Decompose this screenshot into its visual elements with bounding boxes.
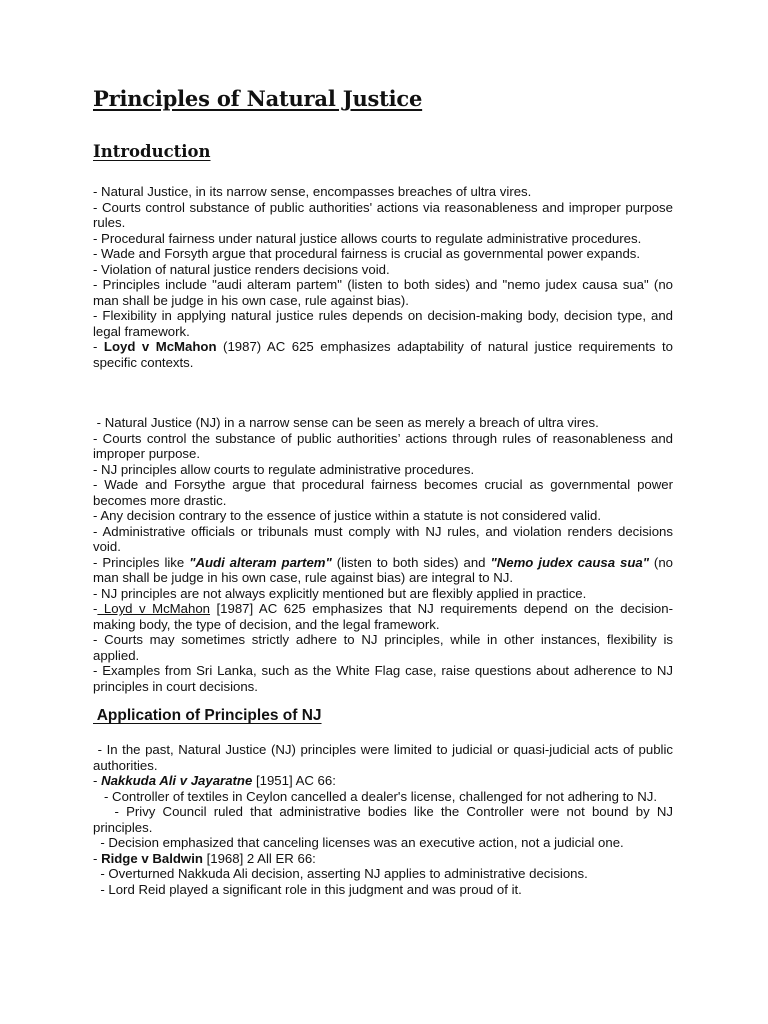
case-point: - Decision emphasized that canceling licenses was an executive action, not a judicial one. bbox=[93, 835, 624, 850]
case-heading bbox=[93, 851, 673, 867]
text-run: (no man shall be judge in his own case, rule against bias) are integral to NJ. bbox=[93, 554, 677, 585]
summary-point-loyd bbox=[93, 339, 677, 370]
detail-point: - NJ principles are not always explicitly mentioned but are flexibly applied in practice. bbox=[93, 585, 587, 601]
application-intro: - In the past, Natural Justice (NJ) principles were limited to judicial or quasi-judicial acts of public authorities. bbox=[93, 742, 677, 773]
case-name: Loyd v McMahon bbox=[97, 601, 210, 616]
case-citation: [1968] 2 All ER 66: bbox=[202, 850, 316, 866]
detail-point: - Courts control the substance of public authorities’ actions through rules of reasonableness and improper purpose. bbox=[93, 430, 677, 461]
summary-point: - Natural Justice, in its narrow sense, encompasses breaches of ultra vires. bbox=[93, 184, 532, 199]
intro-heading: Introduction bbox=[93, 142, 211, 161]
text-run: - bbox=[93, 773, 102, 788]
case-name: Loyd v McMahon bbox=[103, 339, 217, 354]
detail-point: - Wade and Forsythe argue that procedural fairness becomes crucial as governmental power becomes more drastic. bbox=[93, 477, 677, 508]
text-run: - bbox=[93, 601, 98, 616]
detail-point: - Administrative officials or tribunals must comply with NJ rules, and violation renders decisions void. bbox=[93, 523, 677, 554]
latin-maxim: "Nemo judex causa sua" bbox=[490, 554, 649, 570]
application-section bbox=[93, 742, 677, 897]
text-run: (1987) AC 625 emphasizes adaptability of natural justice requirements to specific contexts. bbox=[93, 339, 677, 370]
case-point: - Overturned Nakkuda Ali decision, asserting NJ applies to administrative decisions. bbox=[93, 866, 588, 881]
case-point: - Controller of textiles in Ceylon cancelled a dealer's license, challenged for not adhering to NJ. bbox=[93, 788, 658, 804]
summary-point: - Flexibility in applying natural justice rules depends on decision-making body, decision type, and legal framework. bbox=[93, 308, 677, 339]
text-run: [1987] AC 625 emphasizes that NJ requirements depend on the decision-making body, the type of decision, and the legal framework. bbox=[93, 601, 673, 632]
case-name: Ridge v Baldwin bbox=[101, 850, 203, 866]
summary-point: - Wade and Forsyth argue that procedural fairness is crucial as governmental power expands. bbox=[93, 246, 641, 261]
case-name: Nakkuda Ali v Jayaratne bbox=[101, 773, 253, 788]
text-run: - bbox=[93, 339, 104, 354]
detail-point-principles bbox=[93, 554, 677, 586]
detail-point-loyd bbox=[93, 601, 673, 632]
text-run: - Principles like bbox=[93, 554, 190, 570]
application-heading: Application of Principles of NJ bbox=[93, 707, 322, 724]
case-point: - Lord Reid played a significant role in this judgment and was proud of it. bbox=[93, 881, 522, 897]
summary-section bbox=[93, 184, 677, 370]
latin-maxim: "Audi alteram partem" bbox=[189, 554, 332, 570]
summary-point: - Violation of natural justice renders decisions void. bbox=[93, 261, 390, 277]
text-run: (listen to both sides) and bbox=[331, 554, 491, 570]
summary-point: - Principles include "audi alteram partem" (listen to both sides) and "nemo judex causa sua" (no man shall be judge in his own case, rule against bias). bbox=[93, 277, 677, 308]
text-run: - bbox=[93, 850, 102, 866]
case-heading bbox=[93, 773, 673, 789]
detail-point: - Examples from Sri Lanka, such as the White Flag case, raise questions about adherence to NJ principles in court decisions. bbox=[93, 663, 677, 694]
detail-section bbox=[93, 415, 677, 694]
detail-point: - Courts may sometimes strictly adhere to NJ principles, while in other instances, flexibility is applied. bbox=[93, 632, 677, 663]
detail-point: - Any decision contrary to the essence of justice within a statute is not considered valid. bbox=[93, 508, 601, 523]
page-title: Principles of Natural Justice bbox=[93, 86, 423, 111]
detail-point: - Natural Justice (NJ) in a narrow sense can be seen as merely a breach of ultra vires. bbox=[93, 415, 599, 430]
case-point: - Privy Council ruled that administrative bodies like the Controller were not bound by NJ principles. bbox=[93, 804, 677, 835]
case-citation: [1951] AC 66: bbox=[252, 773, 336, 788]
detail-point: - NJ principles allow courts to regulate administrative procedures. bbox=[93, 461, 475, 477]
summary-point: - Courts control substance of public authorities' actions via reasonableness and improper purpose rules. bbox=[93, 199, 677, 230]
summary-point: - Procedural fairness under natural justice allows courts to regulate administrative procedures. bbox=[93, 230, 642, 246]
